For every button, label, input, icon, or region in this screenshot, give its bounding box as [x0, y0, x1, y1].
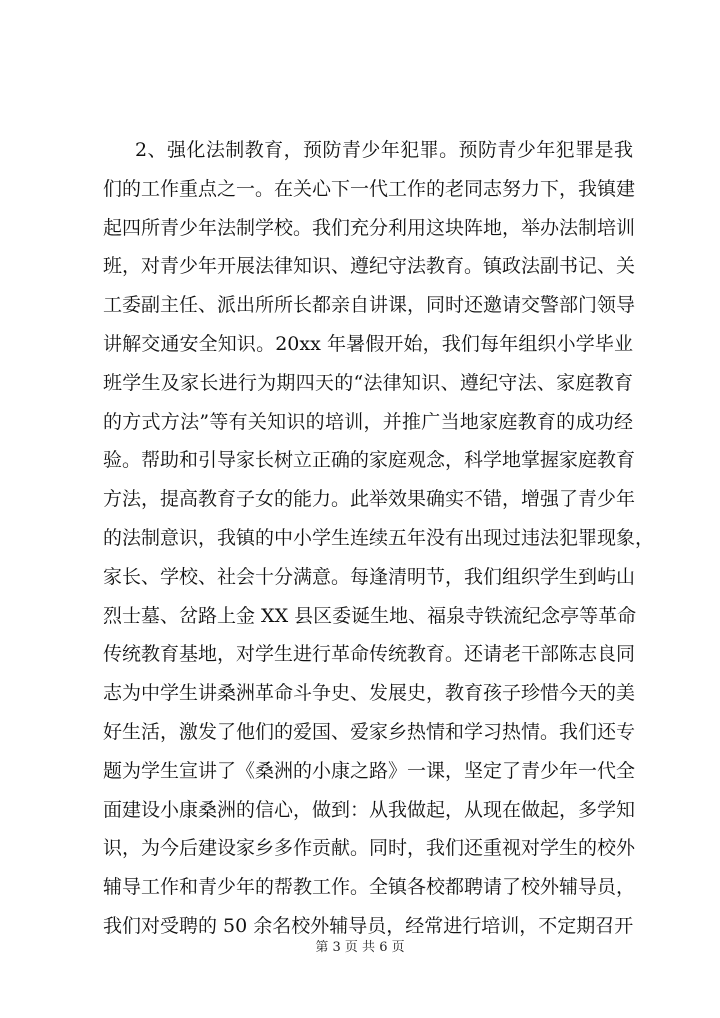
document-body: [103, 137, 655, 952]
text-line: 讲解交通安全知识。20xx 年暑假开始，我们每年组织小学毕业: [103, 332, 633, 355]
text-line: 的法制意识，我镇的中小学生连续五年没有出现过违法犯罪现象，: [103, 526, 655, 549]
text-line: 题为学生宣讲了《桑洲的小康之路》一课，坚定了青少年一代全: [103, 759, 636, 782]
text-line: 2、强化法制教育，预防青少年犯罪。预防青少年犯罪是我: [135, 139, 633, 161]
text-line: 烈士墓、岔路上金 XX 县区委诞生地、福泉寺铁流纪念亭等革命: [103, 604, 637, 627]
text-line: 工委副主任、派出所所长都亲自讲课，同时还邀请交警部门领导: [103, 294, 636, 317]
text-line: 班学生及家长进行为期四天的“法律知识、遵纪守法、家庭教育: [103, 371, 633, 394]
text-line: 辅导工作和青少年的帮教工作。全镇各校都聘请了校外辅导员，: [103, 876, 636, 899]
text-line: 方法，提高教育子女的能力。此举效果确实不错，增强了青少年: [103, 488, 636, 511]
text-line: 家长、学校、社会十分满意。每逢清明节，我们组织学生到屿山: [103, 565, 636, 588]
text-line: 好生活，激发了他们的爱国、爱家乡热情和学习热情。我们还专: [103, 720, 636, 743]
text-line: 志为中学生讲桑洲革命斗争史、发展史，教育孩子珍惜今天的美: [103, 682, 636, 705]
text-line: 验。帮助和引导家长树立正确的家庭观念，科学地掌握家庭教育: [103, 449, 636, 472]
text-line: 面建设小康桑洲的信心，做到：从我做起，从现在做起，多学知: [103, 798, 636, 821]
text-line: 班，对青少年开展法律知识、遵纪守法教育。镇政法副书记、关: [103, 255, 636, 278]
text-line: 起四所青少年法制学校。我们充分利用这块阵地，举办法制培训: [103, 216, 636, 239]
text-line: 识，为今后建设家乡多作贡献。同时，我们还重视对学生的校外: [103, 837, 636, 860]
text-line: 我们对受聘的 50 余名校外辅导员，经常进行培训，不定期召开: [103, 914, 634, 937]
text-line: 传统教育基地，对学生进行革命传统教育。还请老干部陈志良同: [103, 643, 636, 666]
page-footer: 第 3 页 共 6 页: [315, 940, 405, 955]
text-line: 们的工作重点之一。在关心下一代工作的老同志努力下，我镇建: [103, 177, 636, 200]
text-line: 的方式方法”等有关知识的培训，并推广当地家庭教育的成功经: [103, 410, 633, 433]
